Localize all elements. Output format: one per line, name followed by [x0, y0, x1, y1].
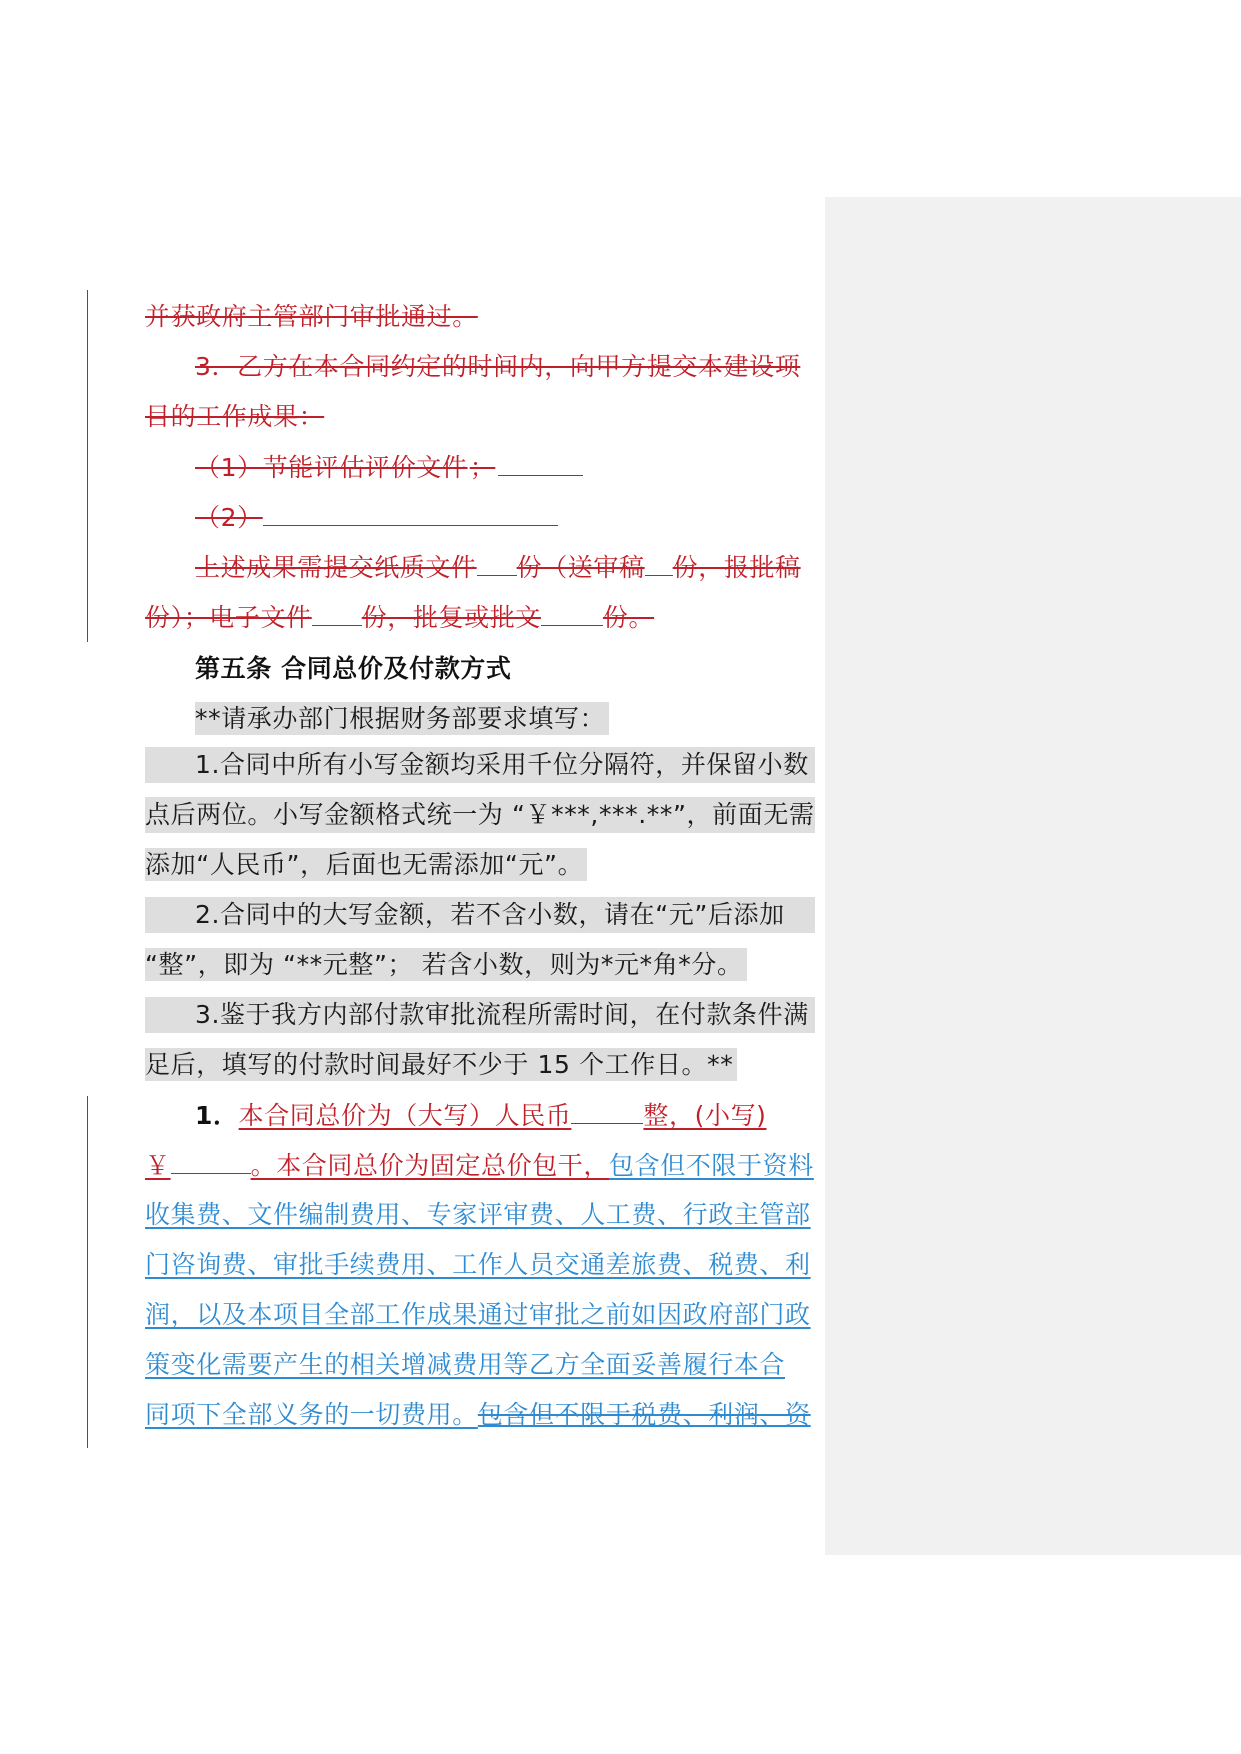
clause-line [145, 1347, 785, 1383]
blank-underline [541, 599, 603, 626]
clause-line [145, 1147, 814, 1183]
clause-line [145, 1297, 811, 1333]
inserted-text: 本合同总价为（大写）人民币 [238, 1101, 572, 1130]
note-text: **请承办部门根据财务部要求填写： [195, 702, 609, 735]
deleted-text: （1）节能评估评价文件 [195, 453, 468, 482]
note-text: 足后，填写的付款时间最好不少于 15 个工作日。** [145, 1048, 737, 1081]
deleted-line [195, 499, 558, 535]
deleted-text: 份，报批稿 [672, 553, 801, 582]
note-text: 1.合同中所有小写金额均采用千位分隔符，并保留小数 [195, 750, 809, 779]
note-text: 添加“人民币”，后面也无需添加“元”。 [145, 848, 587, 881]
clause-line [145, 1247, 811, 1283]
section-title: 第五条 合同总价及付款方式 [195, 654, 512, 683]
note-line [145, 947, 747, 983]
inserted-text: 同项下全部义务的一切费用。 [145, 1400, 478, 1429]
inserted-text: 门咨询费、审批手续费用、工作人员交通差旅费、税费、利 [145, 1250, 811, 1279]
inserted-text: 。本合同总价为固定总价包干， [250, 1151, 610, 1180]
note-line [145, 1047, 737, 1083]
note-line [195, 701, 609, 737]
inserted-text: ￥ [145, 1151, 171, 1180]
deleted-text: 3．乙方在本合同约定的时间内，向甲方提交本建设项 [195, 352, 801, 381]
section-heading [195, 651, 512, 687]
clause-line [145, 1197, 811, 1233]
blank-underline [571, 1097, 643, 1124]
change-bar [87, 1096, 88, 1448]
blank-underline [645, 549, 673, 576]
note-text: 点后两位。小写金额格式统一为 “￥***,***.**”，前面无需 [145, 800, 815, 829]
comment-pane [825, 197, 1241, 1555]
deleted-text: 上述成果需提交纸质文件 [195, 553, 477, 582]
inserted-text: 整，(小写) [643, 1101, 767, 1130]
inserted-text: 润，以及本项目全部工作成果通过审批之前如因政府部门政 [145, 1300, 811, 1329]
note-line [145, 997, 815, 1033]
deleted-text: 份（送审稿 [516, 553, 645, 582]
blank-underline [171, 1147, 251, 1174]
deleted-text: 包含但不限于税费、利润、资 [477, 1400, 811, 1429]
note-line [145, 897, 815, 933]
change-bar [87, 290, 88, 642]
blank-underline [498, 449, 583, 476]
deleted-text: （2） [195, 503, 263, 532]
clause-line [195, 1097, 767, 1133]
note-text: “整”，即为 “**元整”； 若含小数，则为*元*角*分。 [145, 948, 747, 981]
inserted-text: 收集费、文件编制费用、专家评审费、人工费、行政主管部 [145, 1200, 811, 1229]
note-text: 3.鉴于我方内部付款审批流程所需时间，在付款条件满 [195, 1000, 809, 1029]
deleted-text: 份。 [602, 603, 655, 632]
inserted-text: 包含但不限于资料 [609, 1151, 814, 1180]
deleted-text: 并获政府主管部门审批通过。 [145, 302, 478, 331]
blank-underline [263, 499, 558, 526]
deleted-text: 份）；电子文件 [145, 603, 312, 632]
deleted-text: 份，批复或批文 [361, 603, 541, 632]
note-line [145, 847, 587, 883]
note-text: 2.合同中的大写金额，若不含小数，请在“元”后添加 [195, 900, 785, 929]
clause-number: 1． [195, 1101, 239, 1130]
inserted-text: 策变化需要产生的相关增减费用等乙方全面妥善履行本合 [145, 1350, 786, 1379]
deleted-line [145, 299, 478, 335]
deleted-text: ； [469, 453, 496, 482]
note-line [145, 797, 815, 833]
deleted-text: 目的工作成果： [145, 402, 325, 431]
deleted-line [195, 449, 583, 485]
blank-underline [477, 549, 517, 576]
deleted-line [195, 349, 800, 385]
deleted-line [145, 399, 324, 435]
note-line [145, 747, 815, 783]
deleted-line [195, 549, 801, 585]
blank-underline [312, 599, 362, 626]
deleted-line [145, 599, 654, 635]
clause-line [145, 1397, 811, 1433]
